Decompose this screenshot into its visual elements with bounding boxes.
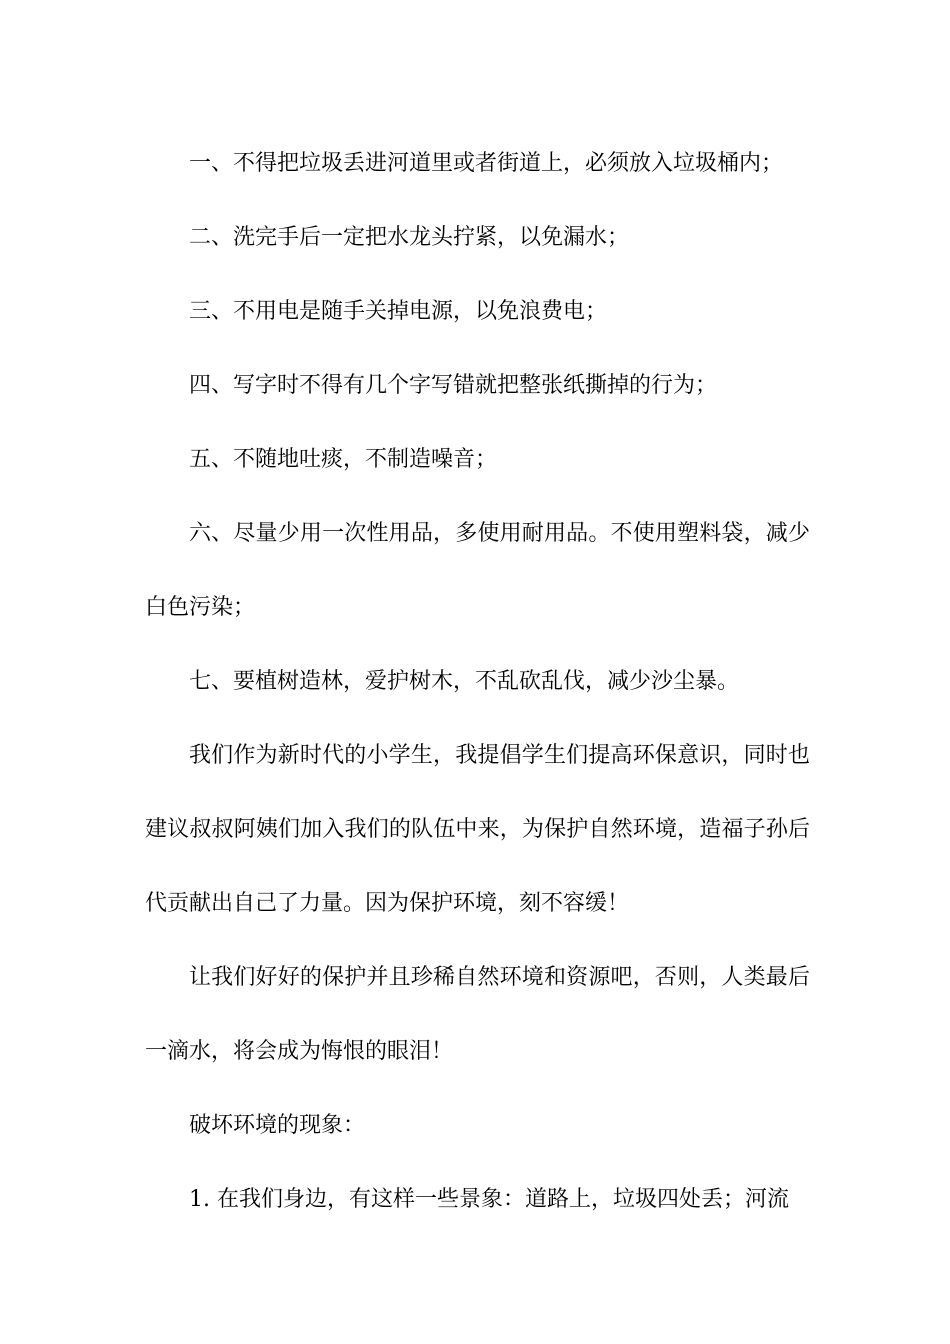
paragraph-conclusion: 让我们好好的保护并且珍稀自然环境和资源吧，否则，人类最后一滴水，将会成为悔恨的眼泪！	[145, 965, 810, 1064]
paragraph-appeal: 我们作为新时代的小学生，我提倡学生们提高环保意识，同时也建议叔叔阿姨们加入我们的队伍中来，为保护自然环境，造福子孙后代贡献出自己了力量。因为保护环境，刻不容缓！	[145, 743, 810, 916]
paragraph-rule-6: 六、尽量少用一次性用品，多使用耐用品。不使用塑料袋，减少白色污染；	[145, 521, 810, 620]
paragraph-rule-4: 四、写字时不得有几个字写错就把整张纸撕掉的行为；	[189, 373, 718, 398]
section-heading: 破坏环境的现象：	[189, 1113, 366, 1138]
paragraph-rule-5: 五、不随地吐痰，不制造噪音；	[189, 447, 498, 472]
paragraph-item-1: 1. 在我们身边，有这样一些景象：道路上，垃圾四处丢；河流	[189, 1187, 789, 1212]
document-body	[145, 127, 810, 1237]
paragraph-rule-7: 七、要植树造林，爱护树木，不乱砍乱伐，减少沙尘暴。	[189, 669, 740, 694]
paragraph-rule-2: 二、洗完手后一定把水龙头拧紧，以免漏水；	[189, 225, 630, 250]
paragraph-rule-3: 三、不用电是随手关掉电源，以免浪费电；	[189, 299, 608, 324]
paragraph-rule-1: 一、不得把垃圾丢进河道里或者街道上，必须放入垃圾桶内；	[189, 151, 784, 176]
